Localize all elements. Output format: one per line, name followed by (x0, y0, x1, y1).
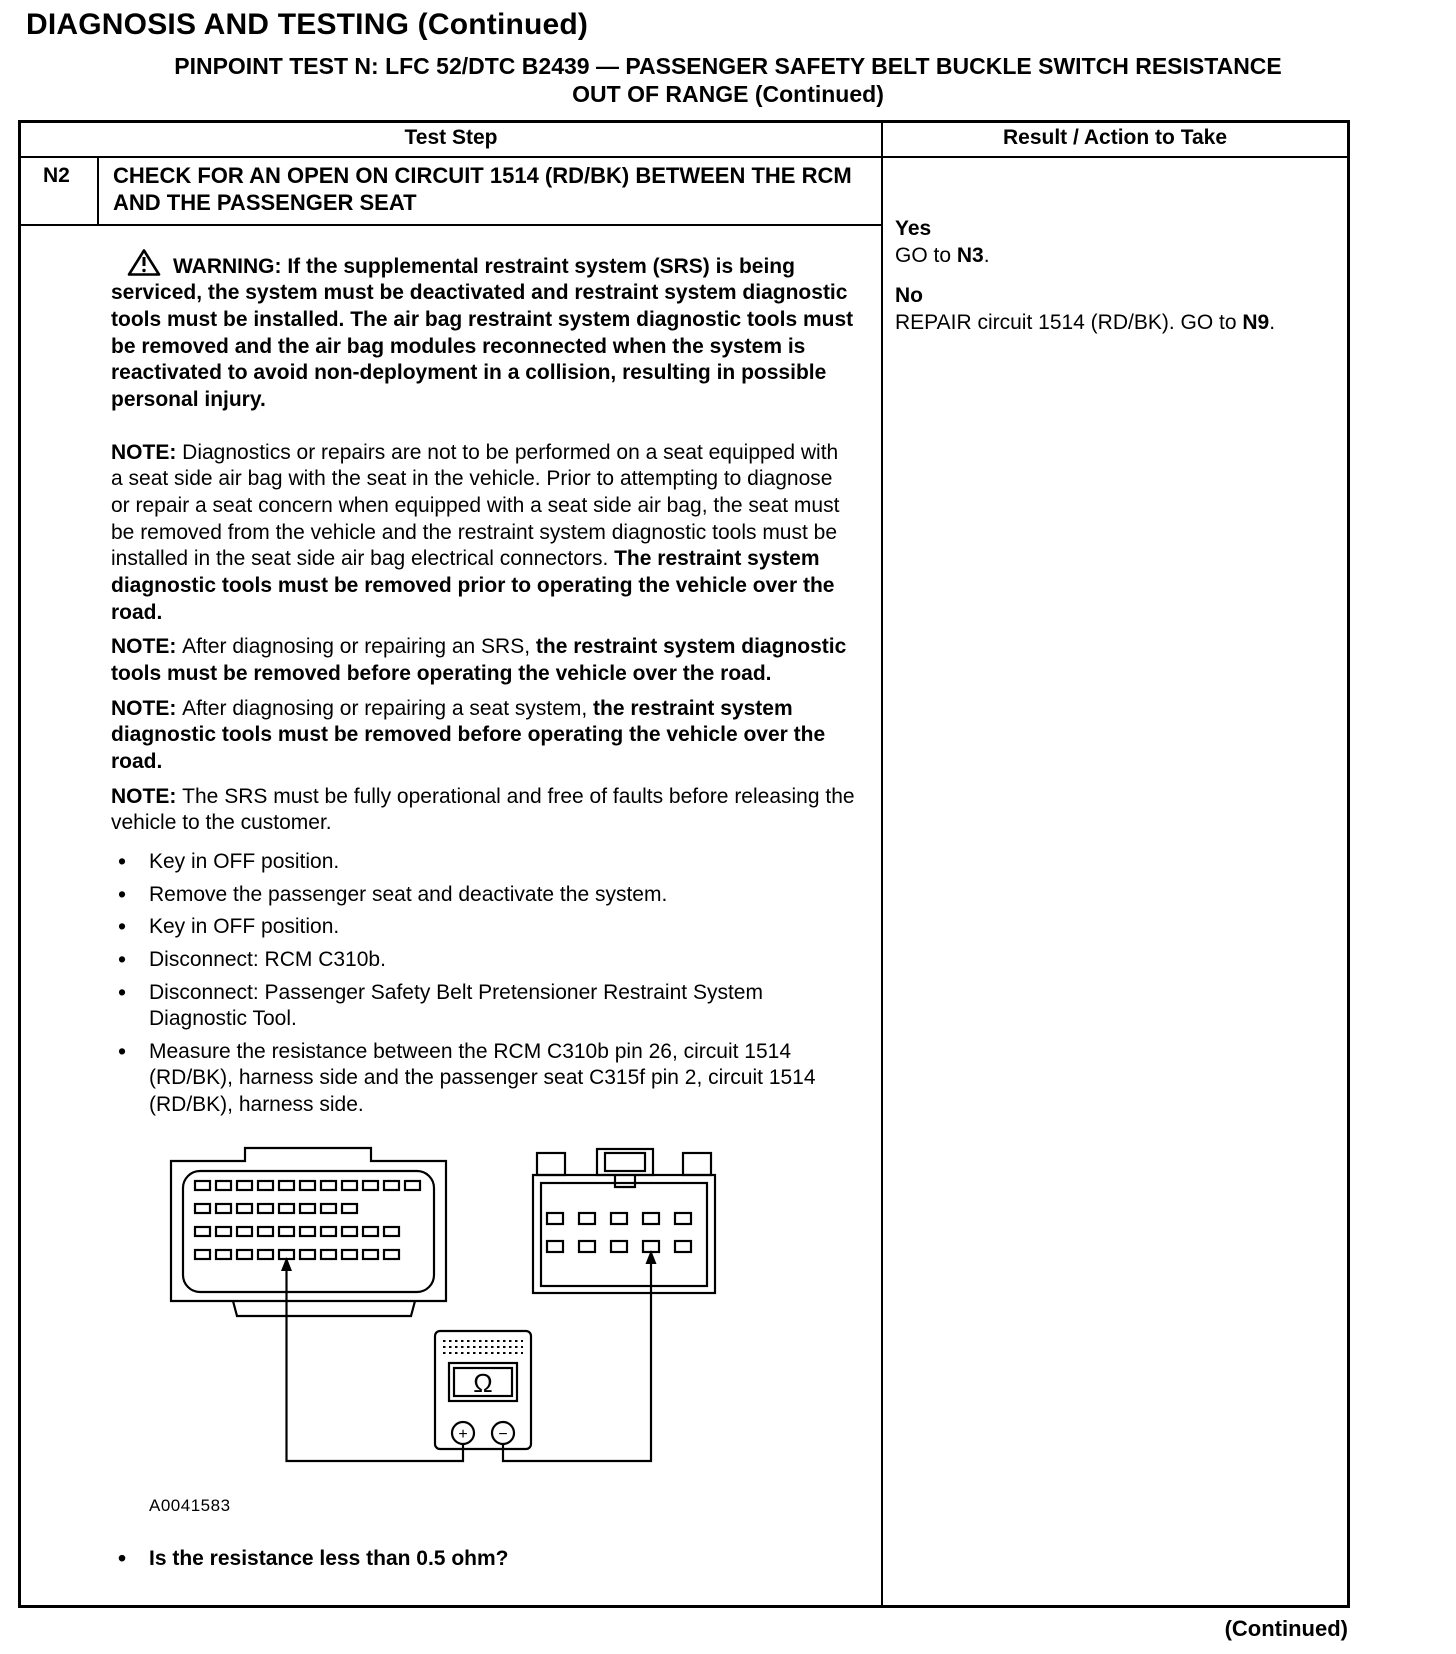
step-content (21, 226, 881, 1605)
result-answer: Yes (895, 217, 932, 241)
bullet-item: • Remove the passenger seat and deactivate the system. (111, 882, 855, 909)
test-lead-right (503, 1262, 651, 1461)
page-title: DIAGNOSIS AND TESTING (Continued) (26, 8, 589, 41)
question-list (111, 1546, 855, 1573)
result-block (895, 216, 1339, 270)
question-text: Is the resistance less than 0.5 ohm? (149, 1547, 509, 1571)
warning-triangle-icon (127, 248, 161, 277)
test-lead-left (287, 1269, 464, 1461)
rcm-connector-c310b-diagram (171, 1148, 446, 1316)
connector-pin-row (547, 1213, 691, 1224)
resistance-measurement-diagram (163, 1143, 735, 1473)
result-block (895, 283, 1339, 337)
connector-pin-row (195, 1227, 399, 1236)
figure-id-label: A0041583 (149, 1495, 231, 1515)
notes-list (111, 440, 855, 837)
bullet-item: • Disconnect: RCM C310b. (111, 947, 855, 974)
ohm-symbol: Ω (473, 1367, 493, 1398)
seat-connector-c315f-diagram (533, 1149, 715, 1293)
warning-label: WARNING: (173, 254, 282, 278)
note-paragraph: NOTE: The SRS must be fully operational and free of faults before releasing the vehicle to the customer. (111, 784, 855, 835)
step-id: N2 (21, 158, 99, 224)
warning-paragraph (111, 248, 855, 414)
column-header-result-action: Result / Action to Take (1002, 126, 1228, 150)
table-header-row (21, 123, 1347, 158)
note-paragraph: NOTE: Diagnostics or repairs are not to be performed on a seat equipped with a seat side air bag with the seat in the vehicle. Prior to attempting to diagnose or repair a seat concern when equipped with a seat side air bag, the seat must be removed from the vehicle and the restraint system diagnostic tools must be installed in the seat side air bag electrical connectors. The restraint system diagnostic tools must be removed prior to operating the vehicle over the road. (111, 440, 840, 624)
test-step-column (21, 158, 883, 1605)
pinpoint-test-heading-line2: OUT OF RANGE (Continued) (572, 81, 884, 108)
column-header-test-step: Test Step (21, 123, 883, 156)
results-list (895, 216, 1339, 337)
bullet-list (111, 849, 855, 1119)
warning-text: If the supplemental restraint system (SRS) is being serviced, the system must be deactivated and restraint system diagnostic tools must be installed. The air bag restraint system diagnostic tools must be removed and the air bag modules reconnected when the system is reactivated to avoid non-deployment in a collision, resulting in possible personal injury. (111, 254, 854, 412)
continued-note: (Continued) (1224, 1616, 1348, 1642)
bullet-item: • Key in OFF position. (111, 914, 855, 941)
question-item (111, 1546, 855, 1573)
minus-terminal-label: − (498, 1425, 508, 1443)
ohmmeter-grille (443, 1341, 523, 1353)
connector-pin-row (547, 1241, 691, 1252)
result-action: GO to N3. (895, 243, 990, 267)
note-paragraph: NOTE: After diagnosing or repairing a seat system, the restraint system diagnostic tools must be removed before operating the vehicle over the road. (111, 696, 826, 773)
result-column (883, 158, 1347, 1605)
bullet-item: • Disconnect: Passenger Safety Belt Pretensioner Restraint System Diagnostic Tool. (111, 980, 855, 1033)
note-paragraph: NOTE: After diagnosing or repairing an SRS, the restraint system diagnostic tools must be removed before operating the vehicle over the road. (111, 635, 847, 685)
connector-pin-row (195, 1181, 420, 1190)
result-action: REPAIR circuit 1514 (RD/BK). GO to N9. (895, 310, 1276, 334)
result-answer: No (895, 283, 923, 307)
pinpoint-test-heading-line1: PINPOINT TEST N: LFC 52/DTC B2439 — PASSENGER SAFETY BELT BUCKLE SWITCH RESISTANCE (174, 53, 1282, 79)
connector-pin-row (195, 1204, 357, 1213)
measurement-figure (111, 1143, 855, 1517)
pinpoint-test-table (18, 120, 1350, 1608)
bullet-item: • Key in OFF position. (111, 849, 855, 876)
table-body (21, 158, 1347, 1605)
plus-terminal-label: + (458, 1425, 468, 1443)
pinpoint-test-heading (0, 52, 1456, 108)
bullet-item: • Measure the resistance between the RCM C310b pin 26, circuit 1514 (RD/BK), harness side and the passenger seat C315f pin 2, circuit 1514 (RD/BK), harness side. (111, 1039, 855, 1119)
connector-pin-row (195, 1250, 399, 1259)
step-header-row (21, 158, 881, 226)
step-title: CHECK FOR AN OPEN ON CIRCUIT 1514 (RD/BK) BETWEEN THE RCM AND THE PASSENGER SEAT (113, 163, 852, 215)
